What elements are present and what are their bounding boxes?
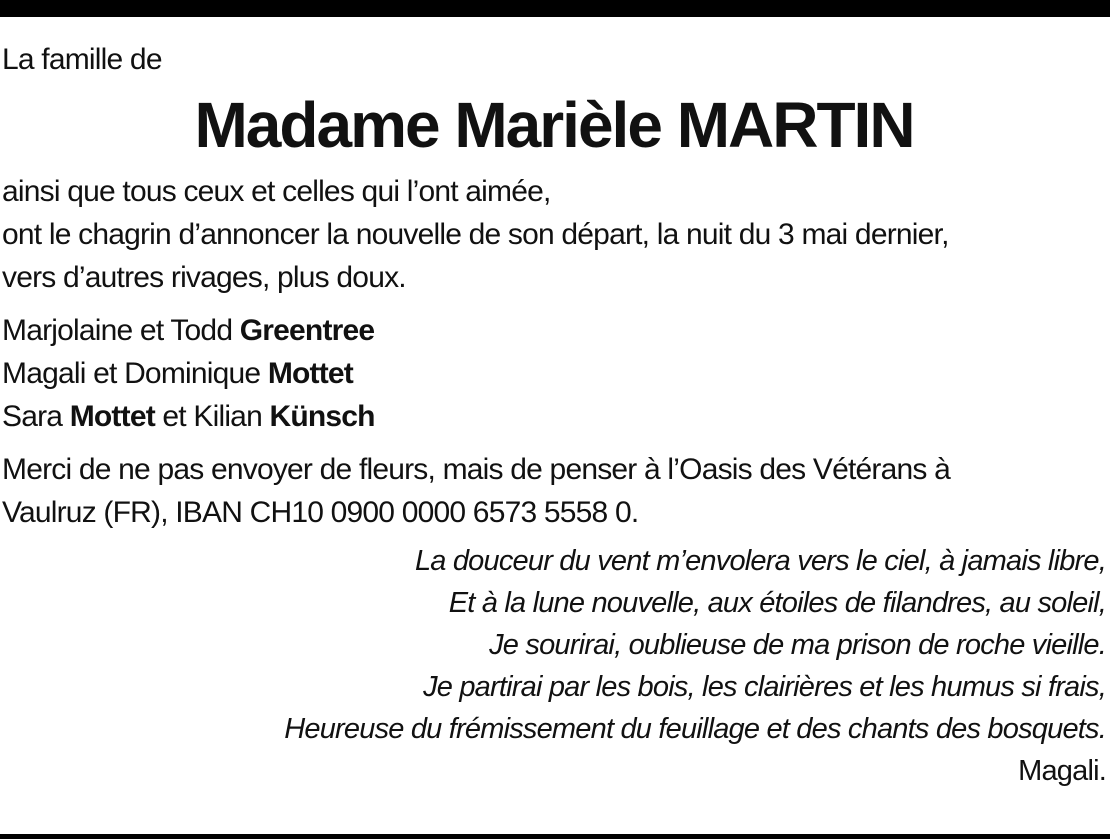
announcement-line: ont le chagrin d’annoncer la nouvelle de son départ, la nuit du 3 mai dernier, bbox=[2, 218, 949, 251]
donation-line: Merci de ne pas envoyer de fleurs, mais de penser à l’Oasis des Vétérans à bbox=[2, 453, 950, 486]
family-first-names: et Kilian bbox=[154, 400, 270, 433]
poem-line: La douceur du vent m’envolera vers le ciel, à jamais libre, bbox=[414, 545, 1106, 577]
obituary-notice bbox=[2, 40, 1106, 792]
deceased-name: Madame Marièle MARTIN bbox=[194, 89, 914, 161]
family-list bbox=[2, 309, 1106, 438]
announcement-line: ainsi que tous ceux et celles qui l’ont aimée, bbox=[2, 175, 551, 208]
donation-line: Vaulruz (FR), IBAN CH10 0900 0000 6573 5558 0. bbox=[2, 496, 639, 529]
family-surname: Künsch bbox=[269, 400, 375, 433]
intro-text: La famille de bbox=[2, 43, 162, 76]
top-rule bbox=[0, 0, 1110, 17]
poem-line: Je sourirai, oublieuse de ma prison de roche vieille. bbox=[489, 629, 1106, 661]
family-first-names: Marjolaine et Todd bbox=[2, 314, 240, 347]
bottom-rule bbox=[0, 834, 1110, 839]
poem-line: Je partirai par les bois, les clairières et les humus si frais, bbox=[423, 671, 1106, 703]
family-surname: Greentree bbox=[239, 314, 375, 347]
announcement bbox=[2, 170, 1106, 299]
donation-request bbox=[2, 448, 1106, 534]
family-surname: Mottet bbox=[69, 400, 155, 433]
poem-line: Heureuse du frémissement du feuillage et des chants des bosquets. bbox=[284, 713, 1106, 745]
poem bbox=[2, 540, 1106, 750]
family-first-names: Sara bbox=[2, 400, 70, 433]
announcement-line: vers d’autres rivages, plus doux. bbox=[2, 261, 406, 294]
family-member bbox=[2, 352, 1106, 395]
family-member bbox=[2, 395, 1106, 438]
family-surname: Mottet bbox=[267, 357, 353, 390]
family-first-names: Magali et Dominique bbox=[2, 357, 268, 390]
poem-line: Et à la lune nouvelle, aux étoiles de filandres, au soleil, bbox=[448, 587, 1106, 619]
poem-signature: Magali. bbox=[1018, 755, 1106, 787]
family-member bbox=[2, 309, 1106, 352]
